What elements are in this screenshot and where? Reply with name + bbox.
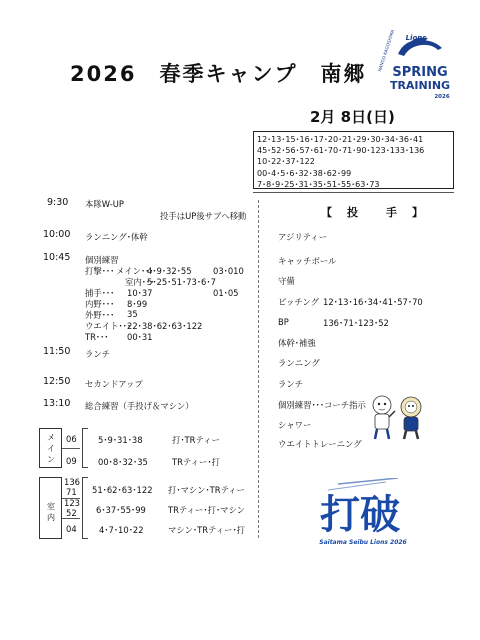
pitcher-item: ランチ: [278, 379, 304, 389]
divider: [62, 448, 80, 449]
infield-label: 内野･･･: [85, 299, 115, 309]
group-numbers-line: 7･8･9･25･31･35･51･55･63･73: [257, 179, 380, 189]
rotation-group: 09: [66, 456, 77, 466]
pitcher-item: シャワー: [278, 420, 312, 430]
schedule-item: 個別練習: [85, 255, 119, 265]
pitcher-item: 体幹･補強: [278, 338, 316, 348]
batting-label: 打撃･･･: [85, 266, 115, 276]
tr-numbers: 00･31: [127, 332, 153, 342]
bracket: [82, 428, 88, 468]
time-label: 9:30: [47, 197, 69, 208]
rotation-numbers: 6･37･55･99: [96, 505, 146, 515]
group-numbers-line: 00･4･5･6･32･38･62･99: [257, 168, 352, 178]
schedule-item: 総合練習（手投げ＆マシン）: [85, 401, 194, 411]
rotation-order: 打･マシン･TRティー: [168, 485, 246, 495]
outfield-numbers: 35: [127, 309, 138, 319]
rotation-numbers: 4･7･10･22: [99, 525, 144, 535]
main-group-label: メイン: [47, 433, 55, 464]
rotation-order: 打･TRティー: [172, 435, 220, 445]
pitching-numbers: 12･13･16･34･41･57･70: [323, 297, 423, 307]
logo-side-text: NANGO KAGOSHIMA: [377, 29, 397, 73]
logo-top-text: Lions: [405, 34, 427, 42]
schedule-item: ランニング･体幹: [85, 232, 148, 242]
group-numbers-line: 12･13･15･16･17･20･21･29･30･34･36･41: [257, 135, 424, 144]
infield-numbers: 8･99: [127, 299, 148, 309]
tr-label: TR･･･: [85, 332, 109, 342]
schedule-item: セカンドアップ: [85, 379, 143, 389]
rotation-numbers: 00･8･32･35: [98, 457, 148, 467]
pitcher-item: アジリティー: [278, 232, 328, 242]
slogan-kanji: 打破: [320, 492, 400, 538]
bp-label: BP: [278, 317, 289, 327]
time-label: 13:10: [43, 398, 71, 409]
rotation-group: 136: [64, 477, 80, 487]
rotation-order: マシン･TRティー･打: [168, 525, 246, 535]
pitching-label: ピッチング: [278, 297, 319, 307]
weight-label: ウエイト･･･: [85, 321, 132, 331]
logo-main1: SPRING: [392, 65, 448, 80]
pitcher-item: 個別練習･･･コーチ指示: [278, 400, 366, 410]
main-numbers: 4･9･32･55: [147, 266, 192, 276]
column-divider: [258, 200, 259, 538]
group-numbers-box: [253, 131, 454, 189]
rotation-group: 71: [66, 487, 77, 497]
lion-mascot-icon: [401, 397, 421, 439]
rotation-group: 04: [66, 524, 77, 534]
rotation-group: 123: [64, 498, 80, 508]
pitcher-item: 守備: [278, 276, 295, 286]
schedule-item: ランチ: [85, 349, 111, 359]
indoor-label: 室内･･･: [125, 277, 155, 287]
time-label: 10:00: [43, 229, 71, 240]
pitcher-item: ランニング: [278, 358, 320, 368]
outfield-label: 外野･･･: [85, 310, 115, 320]
mascot-illustration: [364, 393, 430, 441]
rotation-order: TRティー･打: [172, 457, 220, 467]
slogan-subtitle: Saitama Seibu Lions 2026: [319, 539, 407, 546]
page-title: 2026 春季キャンプ 南郷: [70, 62, 367, 86]
logo-year: 2026: [434, 94, 450, 100]
slogan-logo: [298, 478, 428, 548]
divider: [62, 518, 80, 519]
rotation-order: TRティー･打･マシン: [168, 505, 246, 515]
pitcher-item: ウエイトトレーニング: [278, 439, 362, 449]
main-extra: 03･010: [213, 266, 244, 276]
main-label: メイン･･･: [116, 266, 154, 276]
bp-numbers: 136･71･123･52: [323, 318, 389, 328]
pitchers-header: 【 投 手 】: [321, 206, 425, 219]
rotation-group: 06: [66, 434, 77, 444]
schedule-item: 本隊W-UP: [85, 199, 124, 209]
weight-numbers: 22･38･62･63･122: [127, 321, 203, 331]
schedule-date: 2月 8日(日): [310, 108, 395, 126]
rotation-numbers: 5･9･31･38: [98, 435, 143, 445]
time-label: 10:45: [43, 252, 71, 263]
catcher-extra: 01･05: [213, 288, 239, 298]
time-label: 11:50: [43, 346, 71, 357]
schedule-note: 投手はUP後サブへ移動: [160, 211, 247, 221]
rotation-group: 52: [66, 508, 77, 518]
lion-silhouette-icon: [398, 40, 442, 56]
indoor-numbers: 5･25･51･73･6･7: [147, 277, 216, 287]
indoor-group-label: 室内: [47, 502, 55, 522]
catcher-label: 捕手･･･: [85, 288, 115, 298]
pitcher-item: キャッチボール: [278, 256, 337, 266]
divider: [253, 192, 454, 193]
group-numbers-line: 45･52･56･57･61･70･71･90･123･133･136: [257, 146, 425, 156]
bracket: [82, 477, 88, 539]
rotation-numbers: 51･62･63･122: [92, 485, 153, 495]
spring-training-logo: [376, 28, 456, 108]
catcher-numbers: 10･37: [127, 288, 153, 298]
logo-main2: TRAINING: [389, 79, 451, 92]
time-label: 12:50: [43, 376, 71, 387]
group-numbers-line: 10･22･37･122: [257, 157, 315, 167]
lion-mascot-icon: [373, 396, 395, 439]
